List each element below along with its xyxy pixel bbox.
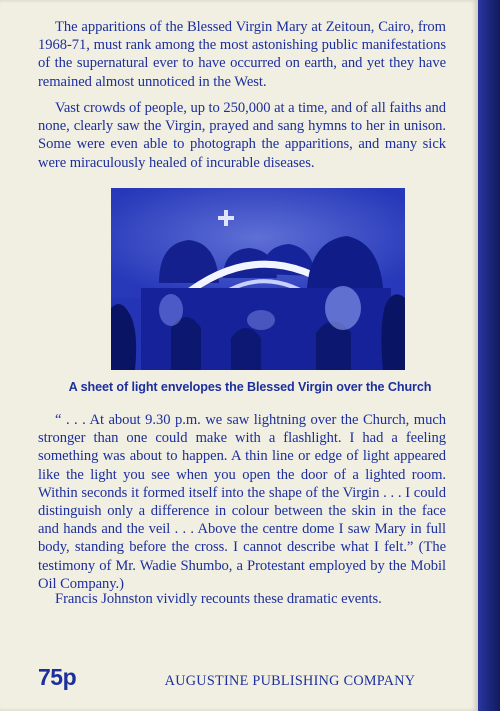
book-spine-edge bbox=[478, 0, 500, 711]
crowds-paragraph: Vast crowds of people, up to 250,000 at a time, and of all faiths and none, clearly saw the Virgin, prayed and sang hymns to her in unison. Some were even able to photograph the apparitions, and many sick were miraculously healed of incurable diseases. bbox=[38, 100, 446, 171]
church-apparition-photo bbox=[111, 188, 405, 370]
testimony-paragraph: “ . . . At about 9.30 p.m. we saw lightning over the Church, much stronger than one could make with a flashlight. I had a feeling something was about to happen. A thin line or edge of light appeared like the light you see when you open the door of a lighted room. Within seconds it formed itself into the shape of the Virgin . . . I could distinguish only a difference in colour between the skin in the face and hands and the veil . . . Above the centre dome I saw Mary in full body, standing before the cross. I cannot describe what I felt.” (The testimony of Mr. Wadie Shumbo, a Protestant employed by the Mobil Oil Company.) bbox=[38, 412, 446, 592]
intro-paragraph: The apparitions of the Blessed Virgin Mary at Zeitoun, Cairo, from 1968-71, must rank among the most astonishing public manifestations of the supernatural ever to have occurred on earth, and yet they have remained almost unnoticed in the West. bbox=[38, 19, 446, 90]
price-label: 75p bbox=[38, 664, 77, 690]
publisher-name: AUGUSTINE PUBLISHING COMPANY bbox=[164, 673, 416, 689]
photo-caption: A sheet of light envelopes the Blessed Virgin over the Church bbox=[68, 380, 432, 394]
closing-paragraph: Francis Johnston vividly recounts these dramatic events. bbox=[55, 591, 382, 607]
